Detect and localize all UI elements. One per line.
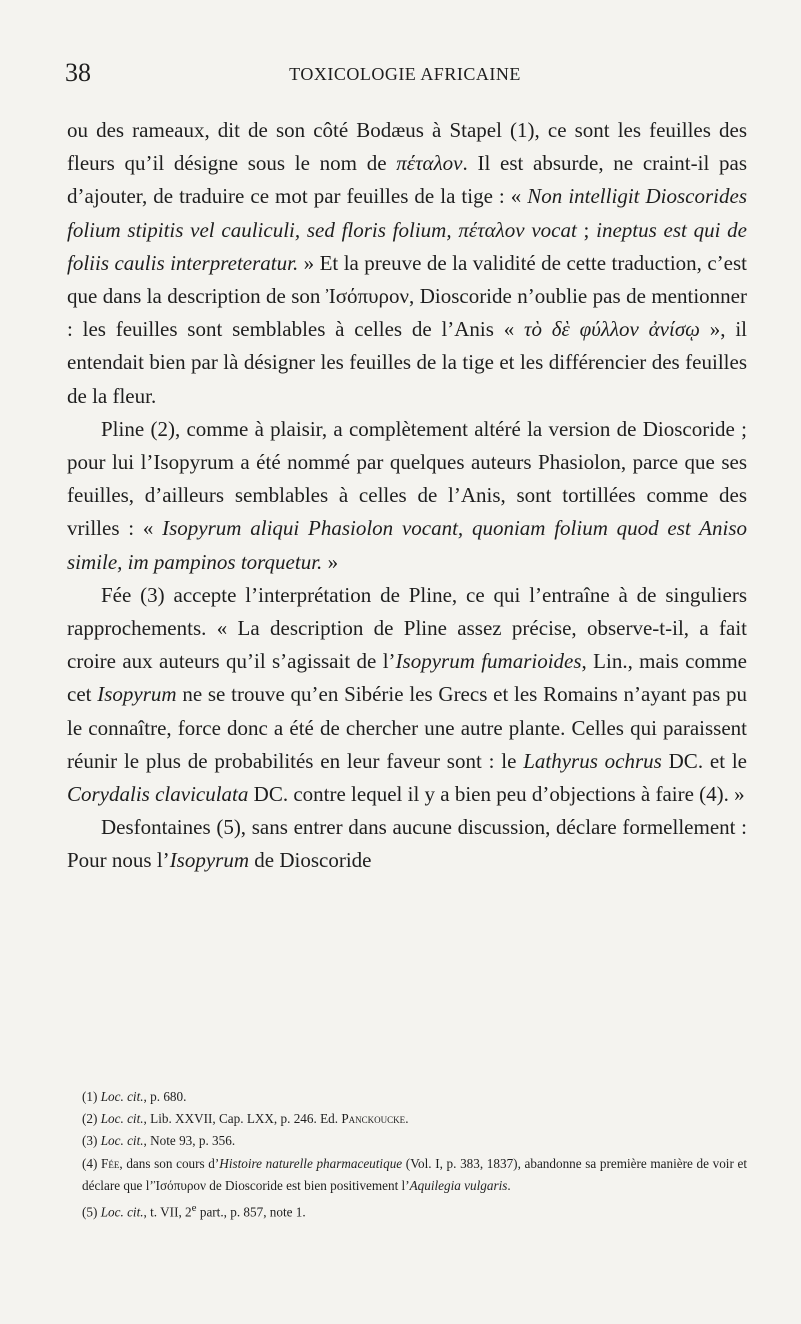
italic-text: Loc. cit. [100,1089,144,1104]
running-title: TOXICOLOGIE AFRICAINE [289,64,521,84]
paragraph [67,413,747,579]
italic-text: Isopyrum [97,682,177,707]
text-run: DC. et le [661,748,747,773]
text-run: ne se trouve qu’en Sibérie les Grecs et les Romains n’ayant pas pu le connaître, force donc a été de chercher une autre plante. Celles qui paraissent réunir le plus de probabilités en leur faveur sont : le [67,682,747,773]
italic-text: Isopyrum fumarioides [395,649,582,674]
text-run: Desfontaines (5), sans entrer dans aucune discussion, déclare formellement : Pour nous l’ [67,815,747,873]
body-text [67,114,747,878]
text-run: (1) [82,1089,101,1104]
text-run: , dans son cours d’ [119,1155,220,1171]
text-run: », il entendait bien par là désigner les feuilles de la tige et les différencier des feuilles de la fleur. [67,317,747,408]
italic-text: Isopyrum aliqui Phasiolon vocant, quoniam folium quod est Aniso simile, im pampinos torquetur. [67,516,747,574]
italic-text: Loc. cit. [100,1111,144,1127]
italic-text: Aquilegia vulgaris [409,1177,508,1193]
footnote [82,1108,747,1130]
page-number: 38 [65,58,91,87]
text-run: , p. 680. [143,1089,187,1104]
text-run: DC. contre lequel il y a bien peu d’objections à faire (4). » [248,782,745,807]
text-run: , t. VII, 2 [143,1204,192,1220]
text-run: , Lib. XXVII, Cap. LXX, p. 246. Ed. [143,1111,342,1127]
italic-text: τὸ δὲ φύλλον ἀνίσῳ [524,317,701,342]
footnote [82,1086,747,1108]
text-run: , Lin., mais comme cet [67,649,747,707]
text-run: » [322,549,339,574]
paragraph [67,114,747,413]
text-run: (4) [82,1155,102,1171]
text-run: » Et la preuve de la validité de cette traduction, c’est que dans la description de son Ἰσόπυρον, Dioscoride n’oublie pas de mentionner : les feuilles sont semblables à celles de l’Anis « [67,250,747,342]
footnote [82,1153,747,1197]
text-run: (3) [82,1133,101,1149]
paragraph [67,811,747,877]
footnote [82,1197,747,1224]
running-head [65,58,745,88]
text-run: (Vol. I, p. 383, 1837), abandonne sa première manière de voir et déclare que l’Ἰσόπυρον de Dioscoride est bien positivement l’ [82,1155,748,1193]
text-run: part., p. 857, note 1. [196,1204,306,1220]
italic-text: Isopyrum [169,848,250,873]
italic-text: ineptus est qui de foliis caulis interpreteratur. [67,217,747,275]
italic-text: Corydalis claviculata [67,782,249,807]
text-run: ; [576,217,597,242]
text-run: ou des rameaux, dit de son côté Bodæus à Stapel (1), ce sont les feuilles des fleurs qu’il désigne sous le nom de [67,118,747,176]
footnotes [82,1086,747,1224]
italic-text: Histoire naturelle pharmaceutique [219,1155,403,1171]
italic-text: Non intelligit Dioscorides folium stipitis vel cauliculi, sed floris folium, πέταλον vocat [67,184,747,242]
paragraph [67,579,747,811]
small-caps-text: Fée [101,1155,120,1171]
text-run: (2) [82,1111,101,1127]
text-run: . [405,1111,409,1127]
text-run: de Dioscoride [249,848,372,873]
italic-text: Loc. cit. [100,1204,144,1220]
text-run: Pline (2), comme à plaisir, a complètement altéré la version de Dioscoride ; pour lui l’Isopyrum a été nommé par quelques auteurs Phasiolon, parce que ses feuilles, d’ailleurs semblables à celles de l’Anis, sont tortillées comme des vrilles : « [67,416,747,541]
text-run: . [507,1177,511,1193]
italic-text: Lathyrus ochrus [523,748,662,773]
italic-text: Loc. cit. [100,1133,144,1149]
text-run: . Il est absurde, ne craint-il pas d’ajouter, de traduire ce mot par feuilles de la tige : « [67,151,748,209]
text-run: , Note 93, p. 356. [143,1133,236,1149]
italic-text: πέταλον [396,151,463,176]
text-run: (5) [82,1204,101,1220]
small-caps-text: Panckoucke [341,1111,406,1127]
text-run: e [191,1202,197,1215]
footnote [82,1130,747,1152]
text-run: Fée (3) accepte l’interprétation de Pline, ce qui l’entraîne à de singuliers rapprochements. « La description de Pline assez précise, observe-t-il, a fait croire aux auteurs qu’il s’agissait de l’ [67,582,747,674]
